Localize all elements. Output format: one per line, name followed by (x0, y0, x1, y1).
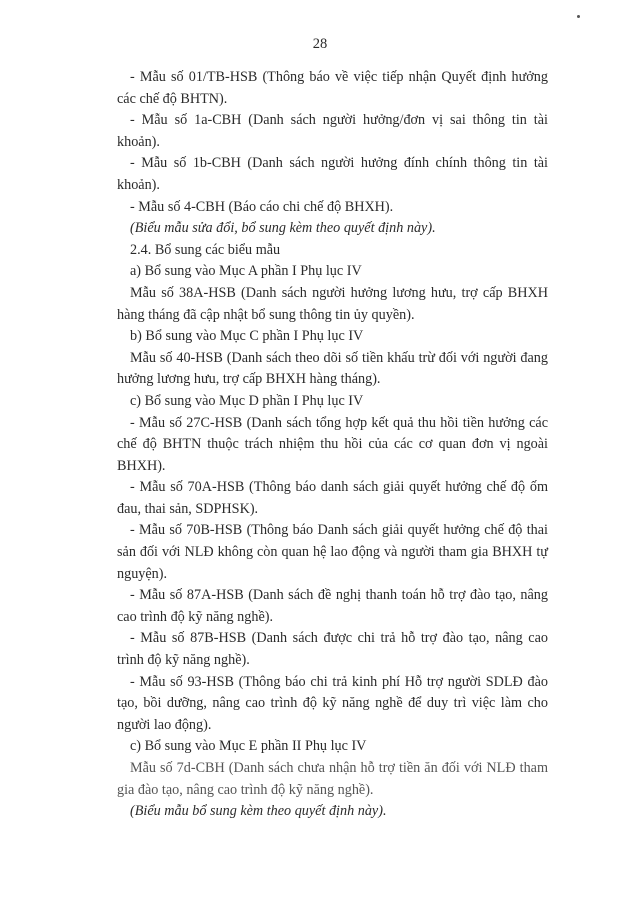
subheading-a: a) Bổ sung vào Mục A phần I Phụ lục IV (130, 263, 362, 280)
paragraph-form-93-hsb: - Mẫu số 93-HSB (Thông báo chi trả kinh phí Hỗ trợ người SDLĐ đào tạo, bồi dưỡng, nâng cao trình độ kỹ năng nghề để duy trì việc làm cho người lao động). (117, 673, 548, 733)
document-body (117, 67, 548, 823)
paragraph-form-27c-hsb: - Mẫu số 27C-HSB (Danh sách tổng hợp kết quả thu hồi tiền hưởng các chế độ BHTN thuộc trách nhiệm thu hồi của các cơ quan đơn vị ngoài BHXH). (117, 414, 548, 474)
paragraph-form-87a-hsb: - Mẫu số 87A-HSB (Danh sách đề nghị thanh toán hỗ trợ đào tạo, nâng cao trình độ kỹ năng nghề). (117, 587, 548, 625)
scan-mark (577, 15, 580, 18)
paragraph-form-1a-cbh: - Mẫu số 1a-CBH (Danh sách người hưởng/đơn vị sai thông tin tài khoản). (117, 112, 548, 150)
paragraph-form-01-tb-hsb: - Mẫu số 01/TB-HSB (Thông báo về việc tiếp nhận Quyết định hưởng các chế độ BHTN). (117, 69, 548, 107)
page-number: 28 (312, 36, 328, 52)
paragraph-form-40-hsb: Mẫu số 40-HSB (Danh sách theo dõi số tiền khấu trừ đối với người đang hưởng lương hưu, trợ cấp BHXH hàng tháng). (117, 349, 548, 388)
subheading-b: b) Bổ sung vào Mục C phần I Phụ lục IV (130, 328, 364, 345)
note-amended-forms: (Biểu mẫu sửa đổi, bổ sung kèm theo quyết định này). (130, 220, 436, 237)
section-heading-2-4: 2.4. Bổ sung các biểu mẫu (130, 241, 281, 258)
paragraph-form-4-cbh: - Mẫu số 4-CBH (Báo cáo chi chế độ BHXH). (130, 198, 394, 215)
paragraph-form-70a-hsb: - Mẫu số 70A-HSB (Thông báo danh sách giải quyết hưởng chế độ ốm đau, thai sản, SDPHSK). (117, 479, 548, 517)
paragraph-form-1b-cbh: - Mẫu số 1b-CBH (Danh sách người hưởng đính chính thông tin tài khoản). (117, 155, 548, 193)
subheading-c-muc-d: c) Bổ sung vào Mục D phần I Phụ lục IV (130, 392, 364, 409)
paragraph-form-38a-hsb: Mẫu số 38A-HSB (Danh sách người hưởng lương hưu, trợ cấp BHXH hàng tháng đã cập nhật bổ sung thông tin ủy quyền). (117, 284, 548, 323)
paragraph-form-7d-cbh: Mẫu số 7d-CBH (Danh sách chưa nhận hỗ trợ tiền ăn đối với NLĐ tham gia đào tạo, nâng cao trình độ kỹ năng nghề). (117, 760, 548, 798)
paragraph-form-70b-hsb: - Mẫu số 70B-HSB (Thông báo Danh sách giải quyết hưởng chế độ thai sản đối với NLĐ không còn quan hệ lao động và người tham gia BHXH tự nguyện). (117, 522, 548, 582)
note-added-forms: (Biểu mẫu bổ sung kèm theo quyết định này). (130, 803, 387, 820)
subheading-c-muc-e: c) Bổ sung vào Mục E phần II Phụ lục IV (130, 738, 367, 755)
paragraph-form-87b-hsb: - Mẫu số 87B-HSB (Danh sách được chi trả hỗ trợ đào tạo, nâng cao trình độ kỹ năng nghề). (117, 630, 548, 669)
